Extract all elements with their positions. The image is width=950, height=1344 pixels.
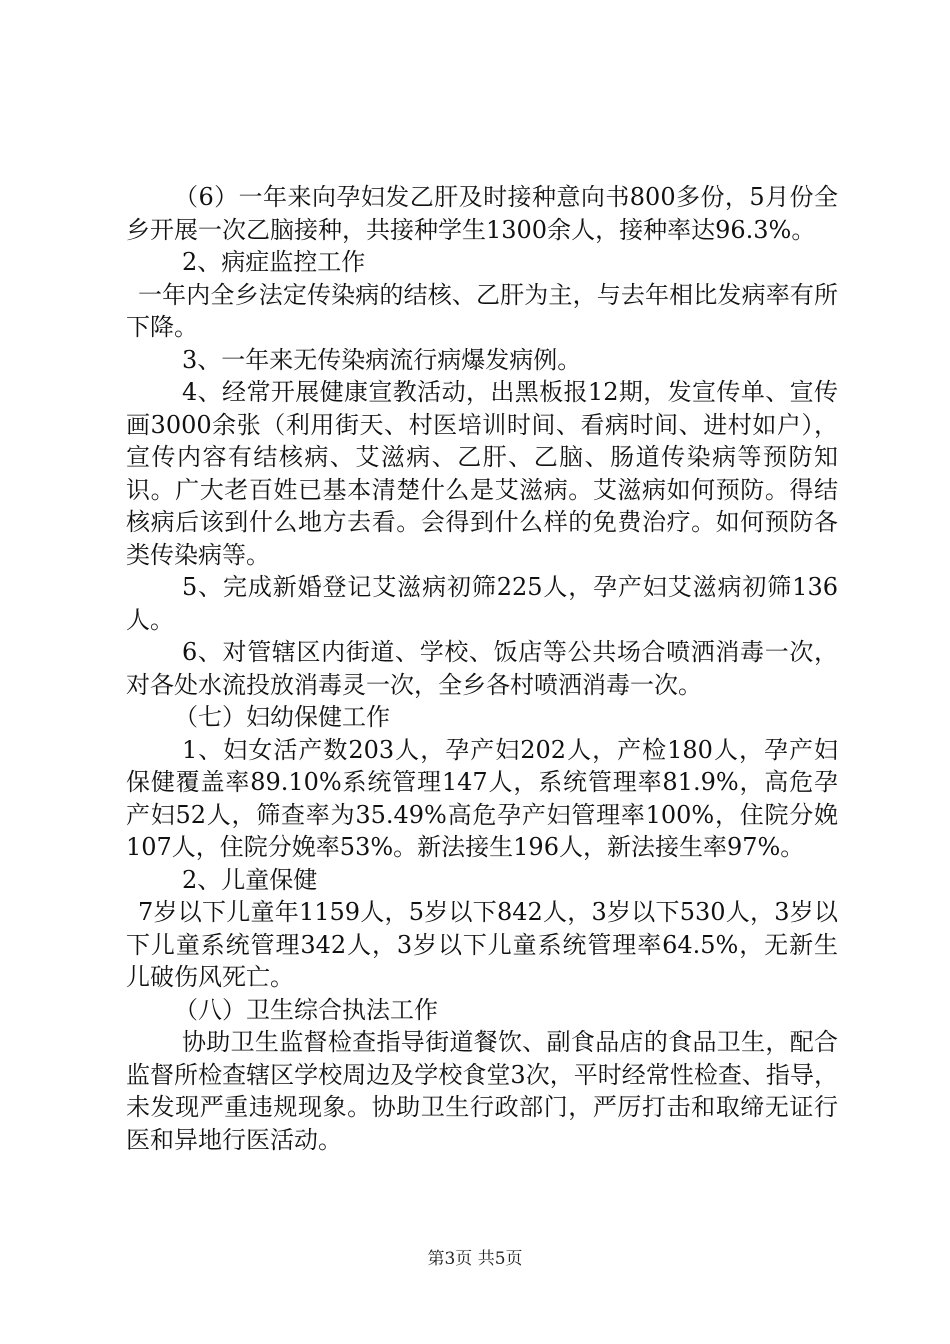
paragraph-infectious-disease: 一年内全乡法定传染病的结核、乙肝为主，与去年相比发病率有所下降。 — [126, 280, 838, 341]
heading-child-health: 2、儿童保健 — [182, 865, 318, 894]
document-body — [126, 181, 838, 1156]
paragraph-aids-screening: 5、完成新婚登记艾滋病初筛225人，孕产妇艾滋病初筛136人。 — [126, 573, 838, 634]
page-number-footer: 第3页 共5页 — [427, 1249, 523, 1269]
paragraph-child-stats: 7岁以下儿童年1159人，5岁以下842人，3岁以下530人，3岁以下儿童系统管理342人，3岁以下儿童系统管理率64.5%，无新生儿破伤风死亡。 — [126, 898, 838, 991]
heading-maternal-child-health: （七）妇幼保健工作 — [174, 703, 390, 731]
paragraph-health-education: 4、经常开展健康宣教活动，出黑板报12期，发宣传单、宣传画3000余张（利用街天、村医培训时间、看病时间、进村如户），宣传内容有结核病、艾滋病、乙肝、乙脑、肠道传染病等预防知识。广大老百姓已基本清楚什么是艾滋病。艾滋病如何预防。得结核病后该到什么地方去看。会得到什么样的免费治疗。如何预防各类传染病等。 — [126, 378, 838, 569]
heading-disease-monitoring: 2、病症监控工作 — [182, 248, 366, 276]
paragraph-no-outbreak: 3、一年来无传染病流行病爆发病例。 — [182, 345, 582, 374]
paragraph-enforcement: 协助卫生监督检查指导街道餐饮、副食品店的食品卫生，配合监督所检查辖区学校周边及学校食堂3次，平时经常性检查、指导，未发现严重违规现象。协助卫生行政部门，严厉打击和取缔无证行医和异地行医活动。 — [126, 1028, 838, 1154]
paragraph-disinfection: 6、对管辖区内街道、学校、饭店等公共场合喷洒消毒一次，对各处水流投放消毒灵一次，全乡各村喷洒消毒一次。 — [126, 638, 838, 699]
paragraph-vaccination: （6）一年来向孕妇发乙肝及时接种意向书800多份，5月份全乡开展一次乙脑接种，共接种学生1300余人，接种率达96.3%。 — [126, 183, 838, 244]
paragraph-maternal-stats: 1、妇女活产数203人，孕产妇202人，产检180人，孕产妇保健覆盖率89.10%系统管理147人，系统管理率81.9%，高危孕产妇52人，筛查率为35.49%高危孕产妇管理率100%，住院分娩107人，住院分娩率53%。新法接生196人，新法接生率97%。 — [126, 735, 838, 861]
heading-health-enforcement: （八）卫生综合执法工作 — [174, 995, 438, 1024]
